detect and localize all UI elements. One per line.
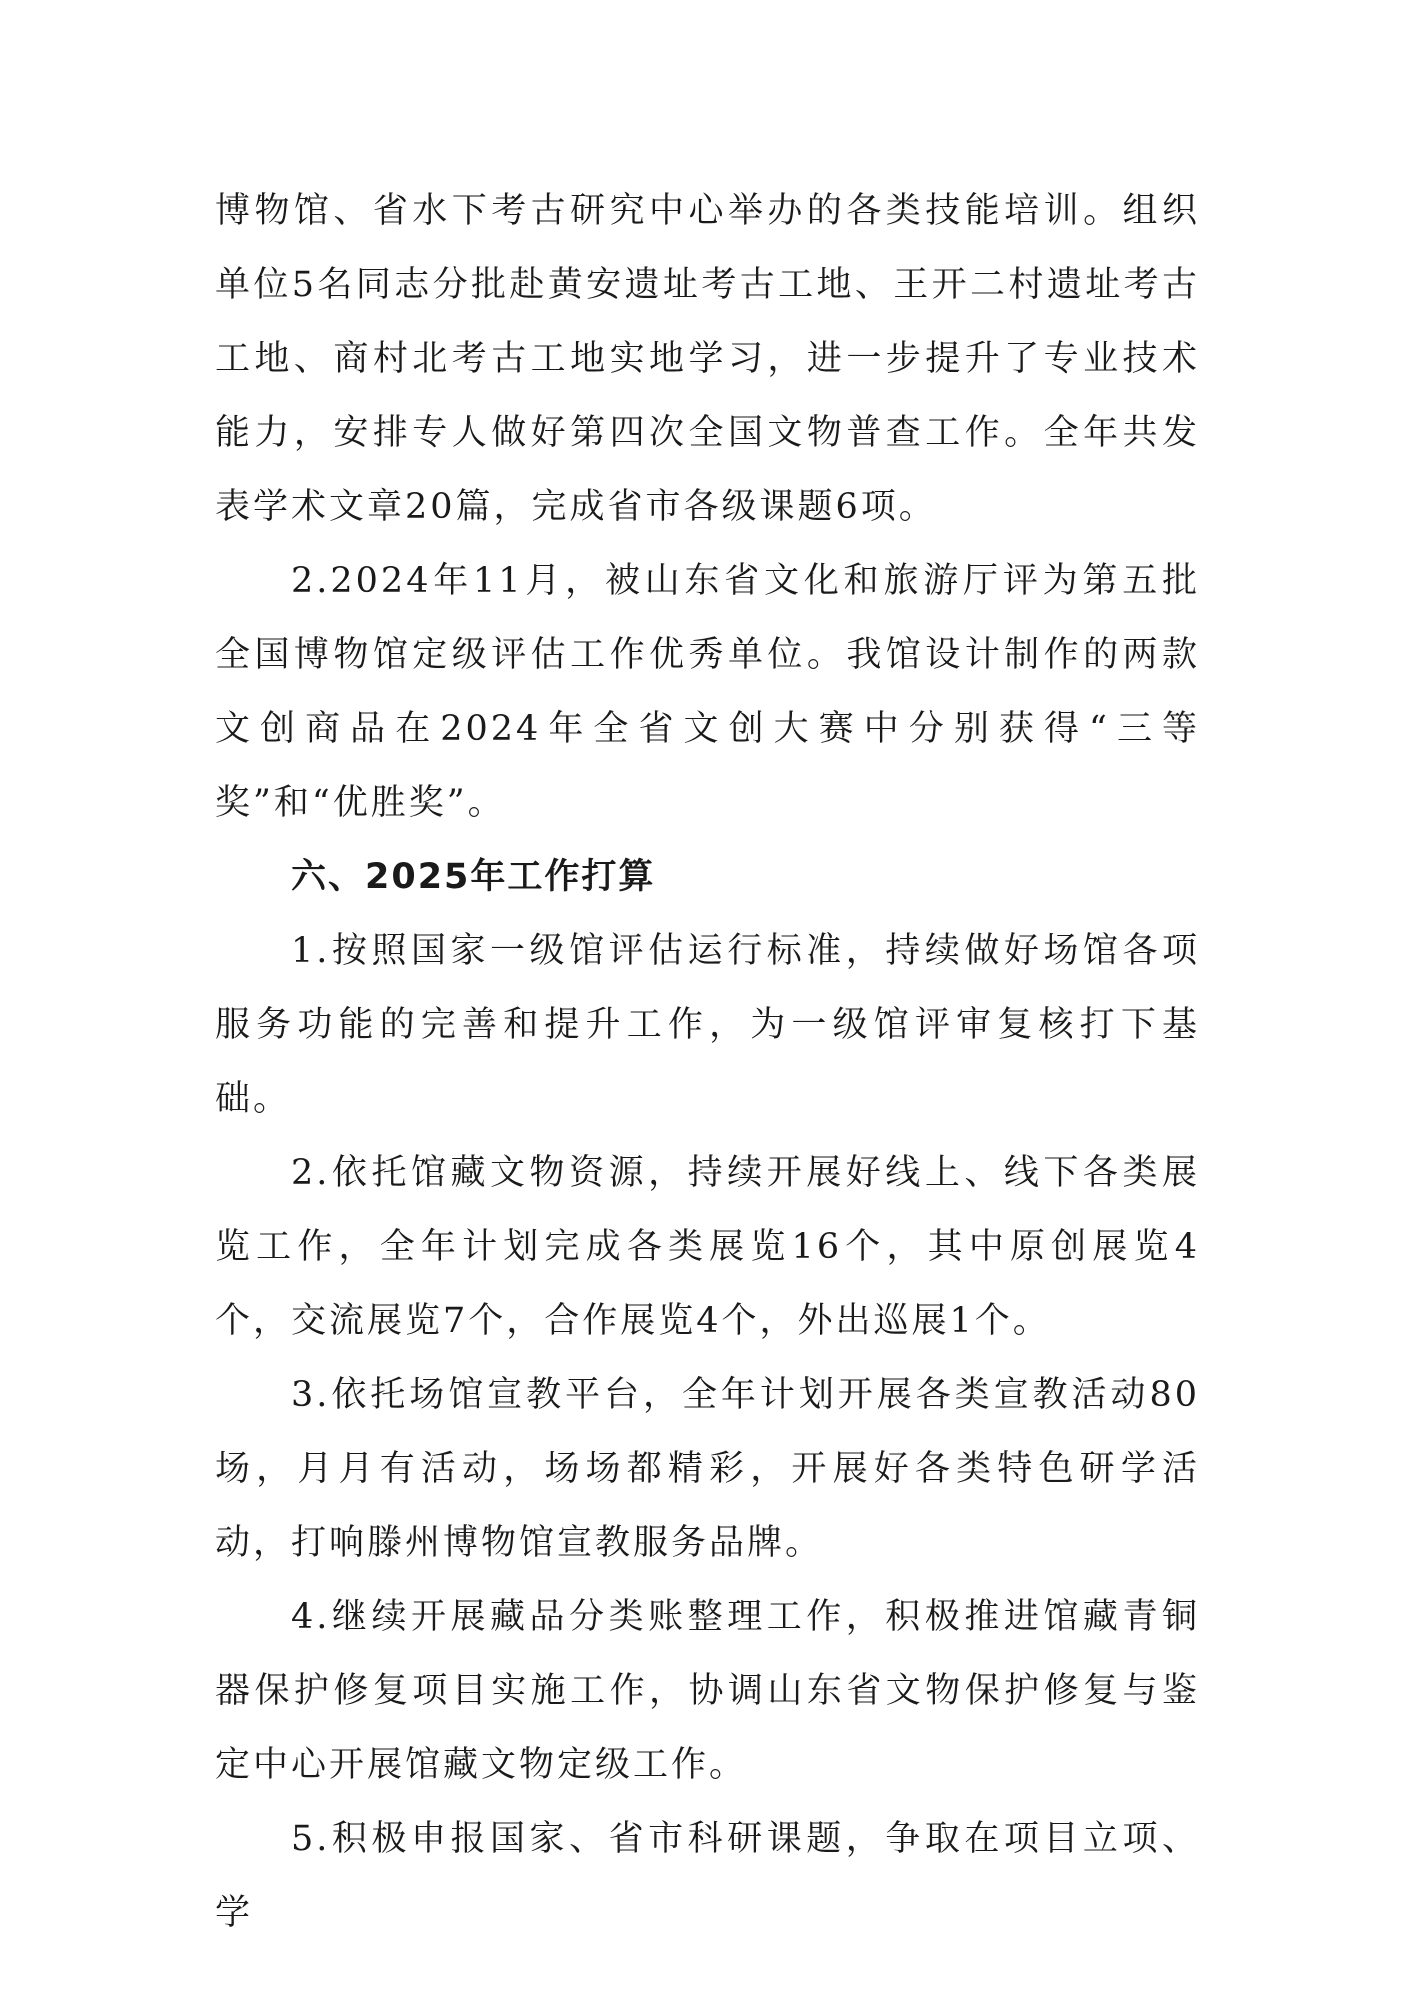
plan-item-5: 5.积极申报国家、省市科研课题，争取在项目立项、学	[215, 1819, 1200, 1933]
plan-item-1: 1.按照国家一级馆评估运行标准，持续做好场馆各项服务功能的完善和提升工作，为一级馆评审复核打下基础。	[215, 931, 1200, 1119]
document-body	[215, 174, 1200, 1950]
plan-item-4: 4.继续开展藏品分类账整理工作，积极推进馆藏青铜器保护修复项目实施工作，协调山东省文物保护修复与鉴定中心开展馆藏文物定级工作。	[215, 1597, 1200, 1785]
section-heading-2025-plan: 六、2025年工作打算	[291, 857, 656, 897]
plan-item-2: 2.依托馆藏文物资源，持续开展好线上、线下各类展览工作，全年计划完成各类展览16个，其中原创展览4个，交流展览7个，合作展览4个，外出巡展1个。	[215, 1153, 1200, 1341]
paragraph-award: 2.2024年11月，被山东省文化和旅游厅评为第五批全国博物馆定级评估工作优秀单位。我馆设计制作的两款文创商品在2024年全省文创大赛中分别获得“三等奖”和“优胜奖”。	[215, 561, 1200, 823]
plan-item-3: 3.依托场馆宣教平台，全年计划开展各类宣教活动80场，月月有活动，场场都精彩，开展好各类特色研学活动，打响滕州博物馆宣教服务品牌。	[215, 1375, 1200, 1563]
paragraph-continuation: 博物馆、省水下考古研究中心举办的各类技能培训。组织单位5名同志分批赴黄安遗址考古工地、王开二村遗址考古工地、商村北考古工地实地学习，进一步提升了专业技术能力，安排专人做好第四次全国文物普查工作。全年共发表学术文章20篇，完成省市各级课题6项。	[215, 191, 1200, 527]
